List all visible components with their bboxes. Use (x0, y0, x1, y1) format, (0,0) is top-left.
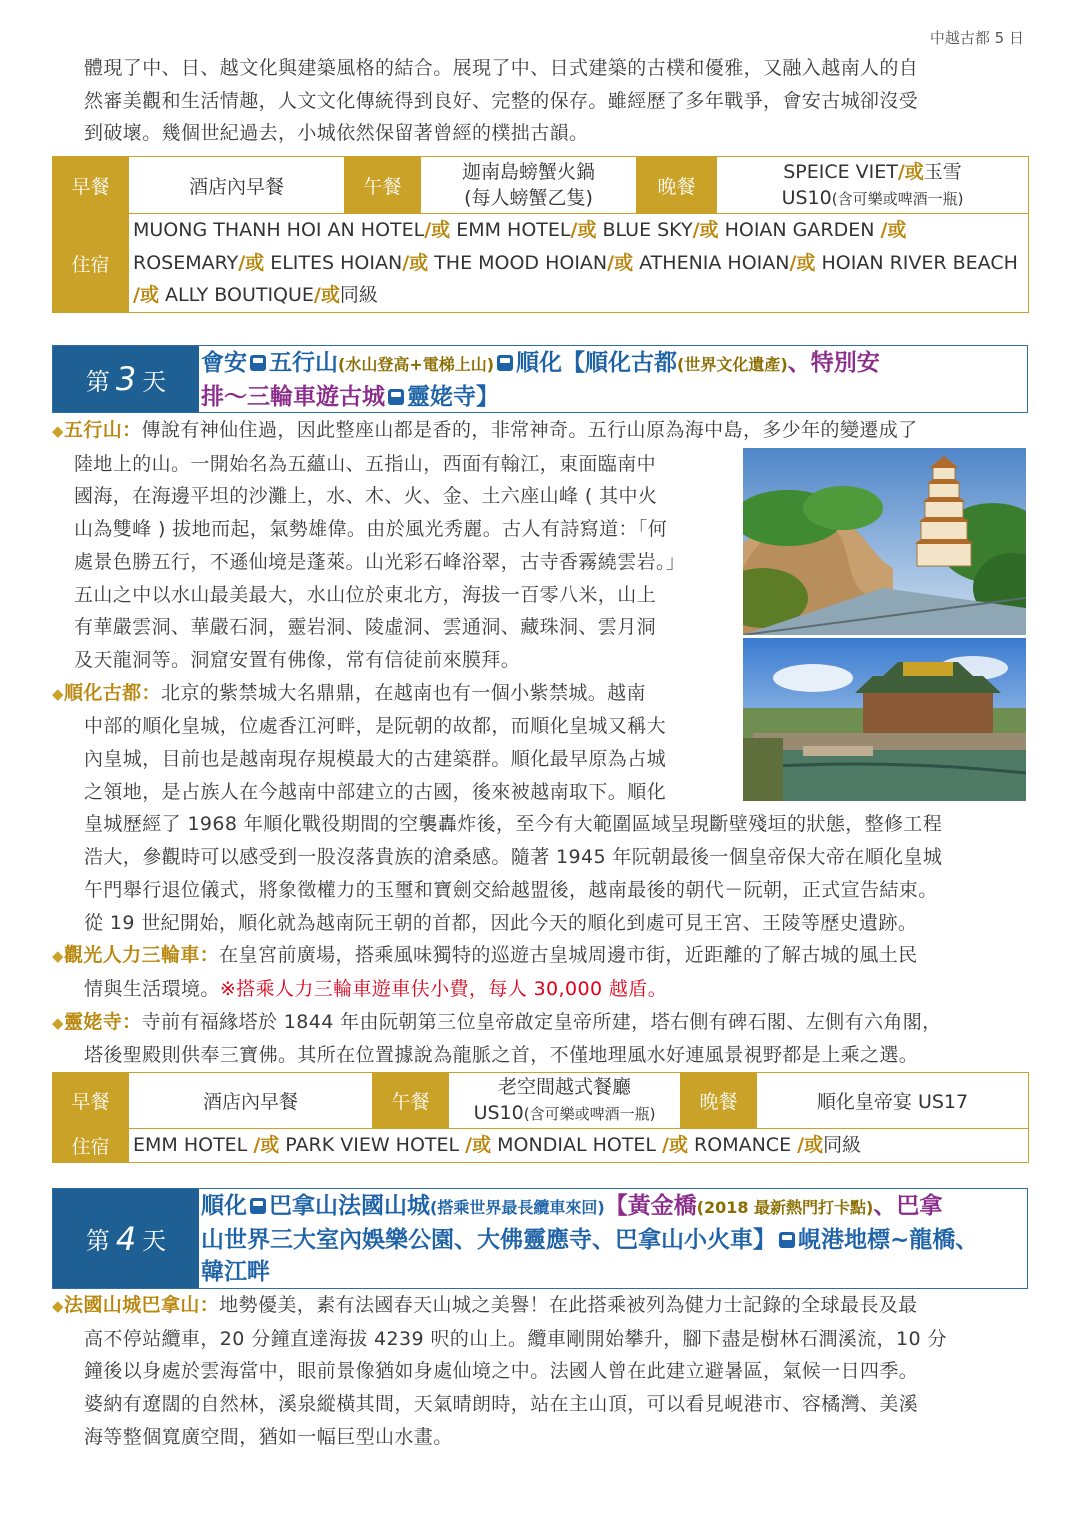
dinner-label: 晚餐 (637, 157, 717, 214)
section-title: 順化古都： (63, 681, 161, 704)
day4-title (201, 1189, 1019, 1288)
place-note: (搭乘世界最長纜車來回) (430, 1198, 605, 1217)
bus-icon (497, 355, 513, 371)
bus-icon (250, 1198, 266, 1214)
hotel-name: ALLY BOUTIQUE (158, 284, 314, 307)
day-suffix: 天 (142, 1227, 167, 1255)
text-line: 海等整個寬廣空間，猶如一幅巨型山水畫。 (84, 1425, 453, 1448)
hotel-name: PARK VIEW HOTEL (279, 1134, 466, 1156)
text-line: 傳說有神仙住過，因此整座山都是香的，非常神奇。五行山原為海中島，多少年的變遷成了 (141, 419, 918, 441)
breakfast-value: 酒店內早餐 (129, 157, 345, 214)
day-prefix: 第 (85, 367, 110, 396)
text-line: 然審美觀和生活情趣，人文文化傳統得到良好、完整的保存。雖經歷了多年戰爭，會安古城卻沒受 (84, 89, 919, 112)
or-separator: /或 (313, 284, 340, 307)
meals-table-day3 (52, 1072, 1029, 1163)
text-line: 陸地上的山。一開始名為五蘊山、五指山，西面有翰江，東面臨南中 (74, 452, 657, 475)
or-separator: /或 (662, 1134, 688, 1156)
or-separator: /或 (570, 219, 597, 242)
hotel-name: ELITES HOIAN (264, 251, 403, 274)
section-title: 靈姥寺： (63, 1010, 142, 1033)
bus-icon (779, 1232, 795, 1248)
stay-value (129, 214, 1029, 313)
text-line: 在皇宮前廣場，搭乘風味獨特的巡遊古皇城周邊市街，近距離的了解古城的風土民 (219, 944, 918, 967)
place-name: 韓江畔 (201, 1259, 270, 1285)
diamond-bullet-icon: ◆ (52, 1297, 64, 1315)
bus-icon (388, 389, 404, 405)
lunch-price: US10 (473, 1102, 524, 1124)
text-line: 浩大，參觀時可以感受到一股沒落貴族的滄桑感。隨著 1945 年阮朝最後一個皇帝保大帝在順化皇城 (84, 846, 943, 869)
text-line: 有華嚴雲洞、華嚴石洞，靈岩洞、陵虛洞、雲通洞、藏珠洞、雲月洞 (74, 616, 657, 639)
text-line: 五山之中以水山最美最大，水山位於東北方，海拔一百零八米，山上 (74, 583, 657, 606)
diamond-bullet-icon: ◆ (52, 684, 64, 703)
or-separator: /或 (465, 1134, 492, 1156)
text-line: 之領地，是占族人在今越南中部建立的古國，後來被越南取下。順化 (84, 780, 667, 803)
or-separator: /或 (692, 219, 719, 242)
text-line: 寺前有福緣塔於 1844 年由阮朝第三位皇帝啟定皇帝所建，塔右側有碑石閣、左側有六角閣， (141, 1010, 942, 1033)
text-line: 北京的紫禁城大名鼎鼎，在越南也有一個小紫禁城。越南 (160, 681, 646, 704)
place-note: (水山登高+電梯上山) (338, 355, 495, 374)
lunch-line: 老空間越式餐廳 (497, 1076, 631, 1098)
text-line: 婆納有遼闊的自然林，溪泉縱橫其間，天氣晴朗時，站在主山頂，可以看見峴港市、容橘灣、美溪 (84, 1393, 919, 1416)
stay-value (129, 1129, 1029, 1163)
text-line: 塔後聖殿則供奉三寶佛。其所在位置據說為龍脈之首，不僅地理風水好連風景視野都是上乘之選。 (84, 1044, 919, 1067)
place-name: 順化 (201, 1193, 247, 1219)
or-separator: /或 (880, 219, 907, 242)
stay-label: 住宿 (53, 1129, 129, 1163)
hotel-name: 同級 (823, 1134, 862, 1156)
hotel-name: THE MOOD HOIAN (428, 251, 608, 274)
hotel-name: ROSEMARY (133, 251, 239, 274)
or-separator: /或 (133, 284, 159, 307)
dinner-price: US10 (781, 186, 832, 209)
dinner-note: (含可樂或啤酒一瓶) (831, 189, 964, 208)
day4-header (52, 1188, 1028, 1289)
place-note: (2018 最新熱門打卡點) (696, 1198, 874, 1217)
or-separator: /或 (402, 251, 429, 274)
breakfast-label: 早餐 (53, 157, 129, 214)
place-name: 排～三輪車遊古城 (201, 384, 385, 410)
dinner-text: 玉雪 (923, 160, 962, 183)
text-line: 及天龍洞等。洞窟安置有佛像，常有信徒前來膜拜。 (74, 648, 521, 671)
place-name: 【順化古都 (562, 350, 678, 376)
hotel-name: MUONG THANH HOI AN HOTEL (133, 219, 425, 242)
bus-icon (250, 355, 266, 371)
text-line: 中部的順化皇城，位處香江河畔，是阮朝的故都，而順化皇城又稱大 (84, 715, 667, 738)
place-name: 巴拿山法國山城 (269, 1193, 430, 1219)
place-name: 五行山 (269, 350, 338, 376)
dinner-value (717, 157, 1029, 214)
diamond-bullet-icon: ◆ (52, 1013, 64, 1032)
or-separator: /或 (238, 251, 265, 274)
hotel-name: ATHENIA HOIAN (633, 251, 790, 274)
dinner-value: 順化皇帝宴 US17 (757, 1073, 1029, 1129)
place-name: 峴港地標~龍橋、 (798, 1227, 979, 1253)
place-name: 、特別安 (787, 350, 880, 376)
day4-number-badge (53, 1189, 199, 1288)
or-separator: /或 (424, 219, 451, 242)
section-title: 觀光人力三輪車： (63, 944, 220, 967)
or-separator: /或 (897, 160, 924, 183)
or-separator: /或 (797, 1134, 824, 1156)
meals-table-day2 (52, 156, 1029, 313)
text-line: 山為雙峰 ) 拔地而起，氣勢雄偉。由於風光秀麗。古人有詩寫道：「何 (74, 518, 668, 541)
tip-note: ※搭乘人力三輪車遊車伕小費，每人 30,000 越盾。 (219, 977, 668, 1000)
breakfast-value: 酒店內早餐 (129, 1073, 373, 1129)
place-name: 會安 (201, 350, 247, 376)
or-separator: /或 (607, 251, 634, 274)
place-name: 【黃金橋 (604, 1193, 697, 1219)
diamond-bullet-icon: ◆ (52, 422, 64, 440)
day-number: 3 (115, 360, 137, 398)
day3-title (201, 346, 1019, 412)
place-name: 靈姥寺】 (407, 384, 499, 410)
hotel-name: MONDIAL HOTEL (491, 1134, 663, 1156)
wuxing-section (52, 414, 1032, 1072)
hotel-name: EMM HOTEL (450, 219, 571, 242)
text-line: 午門舉行退位儀式，將象徵權力的玉璽和寶劍交給越盟後，越南最後的朝代－阮朝，正式宣告結束。 (84, 878, 938, 901)
day-number: 4 (115, 1219, 137, 1258)
lunch-note: (含可樂或啤酒一瓶) (523, 1105, 656, 1123)
section-title: 五行山： (63, 419, 142, 441)
text-line: 國海，在海邊平坦的沙灘上，水、木、火、金、土六座山峰 ( 其中火 (74, 485, 658, 508)
text-line: 情與生活環境。 (84, 977, 220, 1000)
day3-number-badge (53, 346, 199, 412)
text-line: 地勢優美，素有法國春天山城之美譽！在此搭乘被列為健力士記錄的全球最長及最 (219, 1294, 918, 1316)
hotel-name: HOIAN GARDEN (718, 219, 881, 242)
hotel-name: ROMANCE (688, 1134, 798, 1156)
lunch-label: 午餐 (345, 157, 421, 214)
intro-paragraph (84, 52, 1044, 150)
text-line: 從 19 世紀開始，順化就為越南阮王朝的首都，因此今天的順化到處可見王宮、王陵等歷史遺跡。 (84, 911, 918, 934)
bana-section (52, 1289, 1032, 1454)
hotel-name: EMM HOTEL (133, 1134, 254, 1156)
text-line: 高不停站纜車，20 分鐘直達海拔 4239 呎的山上。纜車剛開始攀升，腳下盡是樹林石澗溪流，10 分 (84, 1327, 947, 1350)
lunch-line: 迦南島螃蟹火鍋 (461, 161, 595, 183)
stay-label: 住宿 (53, 214, 129, 313)
text-line: 到破壞。幾個世紀過去，小城依然保留著曾經的樸拙古韻。 (84, 122, 589, 145)
place-name: 山世界三大室內娛樂公園、大佛靈應寺、巴拿山小火車】 (201, 1227, 776, 1253)
text-line: 鐘後以身處於雲海當中，眼前景像猶如身處仙境之中。法國人曾在此建立避暑區，氣候一日四季。 (84, 1360, 919, 1383)
hotel-name: 同級 (339, 284, 378, 307)
or-separator: /或 (253, 1134, 280, 1156)
place-name: 順化 (516, 350, 563, 376)
section-title: 法國山城巴拿山： (63, 1294, 220, 1316)
day-suffix: 天 (142, 367, 167, 396)
dinner-label: 晚餐 (681, 1073, 757, 1129)
dinner-text: SPEICE VIET (783, 160, 898, 183)
lunch-label: 午餐 (373, 1073, 449, 1129)
text-line: 內皇城，目前也是越南現存規模最大的古建築群。順化最早原為占城 (84, 748, 667, 771)
place-note: (世界文化遺產) (677, 355, 788, 374)
hotel-name: BLUE SKY (596, 219, 693, 242)
text-line: 處景色勝五行，不遜仙境是蓬萊。山光彩石峰浴翠，古寺香霧繞雲岩。」 (74, 550, 686, 573)
breakfast-label: 早餐 (53, 1073, 129, 1129)
lunch-line: (每人螃蟹乙隻) (464, 187, 593, 209)
lunch-value (421, 157, 637, 214)
lunch-value (449, 1073, 681, 1129)
or-separator: /或 (789, 251, 816, 274)
place-name: 、巴拿 (873, 1193, 943, 1219)
text-line: 皇城歷經了 1968 年順化戰役期間的空襲轟炸後，至今有大範圍區域呈現斷壁殘垣的狀態，整修工程 (84, 813, 943, 836)
text-line: 體現了中、日、越文化與建築風格的結合。展現了中、日式建築的古樸和優雅，又融入越南人的自 (84, 57, 919, 79)
diamond-bullet-icon: ◆ (52, 947, 64, 966)
day3-header (52, 345, 1028, 413)
page-header-tag: 中越古都 5 日 (929, 29, 1024, 47)
day-prefix: 第 (85, 1227, 110, 1255)
hotel-name: HOIAN RIVER BEACH (815, 251, 1018, 274)
